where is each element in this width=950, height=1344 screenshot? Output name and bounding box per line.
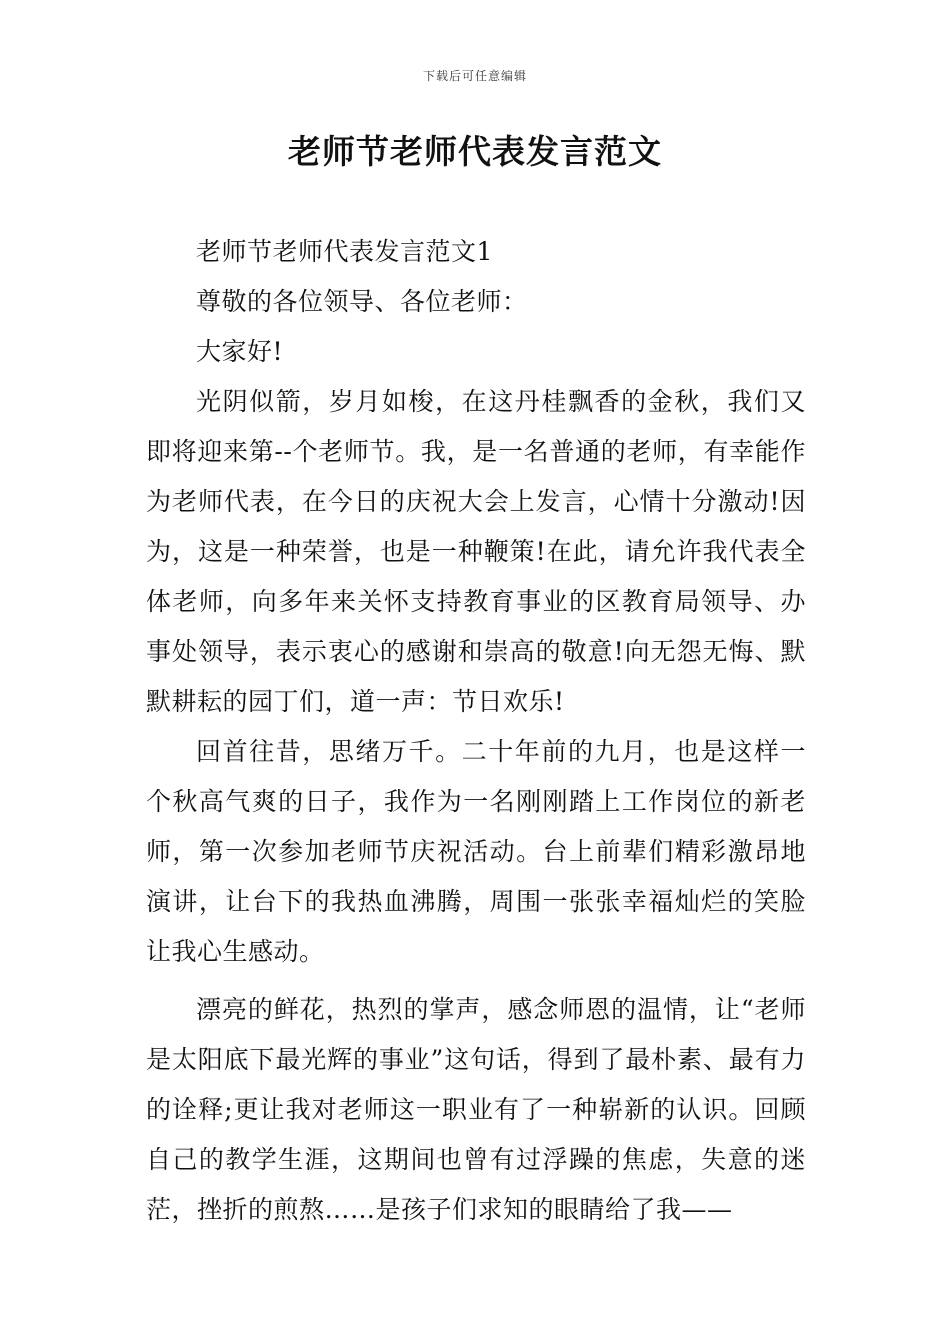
paragraph-body: 回首往昔，思绪万千。二十年前的九月，也是这样一个秋高气爽的日子，我作为一名刚刚踏上工作岗位的新老师，第一次参加老师节庆祝活动。台上前辈们精彩激昂地演讲，让台下的我热血沸腾，周围一张张幸福灿烂的笑脸让我心生感动。 (146, 737, 806, 966)
paragraph-greeting: 大家好! (196, 337, 284, 366)
paragraph-subtitle: 老师节老师代表发言范文1 (196, 237, 493, 266)
document-body (146, 227, 806, 1235)
paragraph-body: 漂亮的鲜花，热烈的掌声，感念师恩的温情，让“老师是太阳底下最光辉的事业”这句话，得到了最朴素、最有力的诠释;更让我对老师这一职业有了一种崭新的认识。回顾自己的教学生涯，这期间也曾有过浮躁的焦虑，失意的迷茫，挫折的煎熬……是孩子们求知的眼睛给了我—— (146, 995, 806, 1224)
document-title: 老师节老师代表发言范文 (288, 132, 662, 171)
header-note: 下载后可任意编辑 (422, 69, 527, 83)
paragraph-body: 光阴似箭，岁月如梭，在这丹桂飘香的金秋，我们又即将迎来第--个老师节。我，是一名普通的老师，有幸能作为老师代表，在今日的庆祝大会上发言，心情十分激动!因为，这是一种荣誉，也是一种鞭策!在此，请允许我代表全体老师，向多年来关怀支持教育事业的区教育局领导、办事处领导，表示衷心的感谢和崇高的敬意!向无怨无悔、默默耕耘的园丁们，道一声：节日欢乐! (146, 387, 806, 716)
paragraph-salutation: 尊敬的各位领导、各位老师： (196, 287, 528, 316)
